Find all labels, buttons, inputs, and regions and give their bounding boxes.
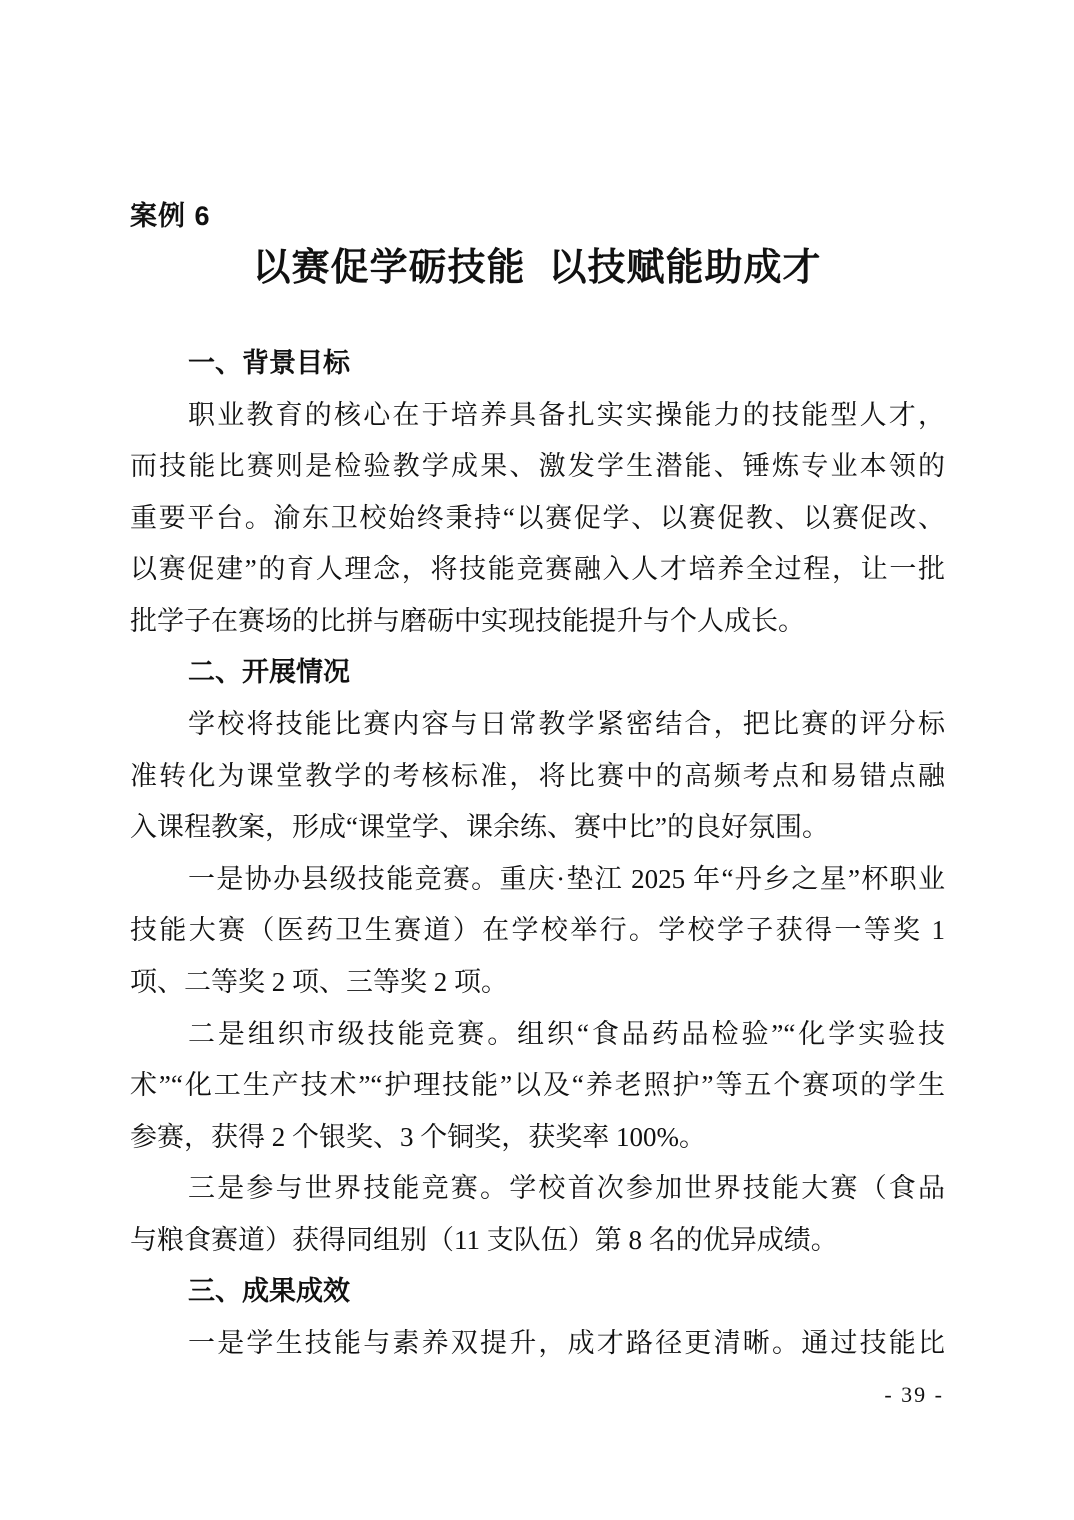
paragraph-line: 与粮食赛道）获得同组别（11 支队伍）第 8 名的优异成绩。: [130, 1224, 838, 1255]
paragraph-line: 重要平台。渝东卫校始终秉持“以赛促学、以赛促教、以赛促改、: [130, 502, 945, 533]
paragraph-line: 入课程教案，形成“课堂学、课余练、赛中比”的良好氛围。: [130, 812, 829, 843]
document-title: 以赛促学砺技能 以技赋能助成才: [252, 247, 822, 289]
paragraph-line: 技能大赛（医药卫生赛道）在学校举行。学校学子获得一等奖 1: [130, 915, 945, 946]
paragraph-line: 参赛，获得 2 个银奖、3 个铜奖，获奖率 100%。: [130, 1121, 706, 1152]
paragraph-line: 项、二等奖 2 项、三等奖 2 项。: [130, 966, 508, 997]
paragraph-line: 一是学生技能与素养双提升，成才路径更清晰。通过技能比: [188, 1327, 945, 1358]
section-heading: 三、成果成效: [188, 1276, 350, 1307]
paragraph-line: 职业教育的核心在于培养具备扎实实操能力的技能型人才，: [188, 399, 945, 430]
paragraph-line: 三是参与世界技能竞赛。学校首次参加世界技能大赛（食品: [188, 1173, 945, 1204]
paragraph-line: 而技能比赛则是检验教学成果、激发学生潜能、锤炼专业本领的: [130, 451, 945, 482]
paragraph-line: 学校将技能比赛内容与日常教学紧密结合，把比赛的评分标: [188, 709, 945, 740]
paragraph-line: 以赛促建”的育人理念，将技能竞赛融入人才培养全过程，让一批: [130, 554, 945, 585]
document-body: [130, 341, 945, 1373]
section-heading: 二、开展情况: [188, 657, 350, 688]
paragraph-line: 一是协办县级技能竞赛。重庆·垫江 2025 年“丹乡之星”杯职业: [188, 863, 945, 894]
paragraph-line: 二是组织市级技能竞赛。组织“食品药品检验”“化学实验技: [188, 1018, 945, 1049]
paragraph-line: 术”“化工生产技术”“护理技能”以及“养老照护”等五个赛项的学生: [130, 1070, 945, 1101]
case-label: 案例 6: [130, 201, 211, 231]
paragraph-line: 准转化为课堂教学的考核标准，将比赛中的高频考点和易错点融: [130, 760, 945, 791]
page-number: - 39 -: [884, 1382, 944, 1407]
paragraph-line: 批学子在赛场的比拼与磨砺中实现技能提升与个人成长。: [130, 605, 805, 636]
section-heading: 一、背景目标: [188, 348, 350, 378]
